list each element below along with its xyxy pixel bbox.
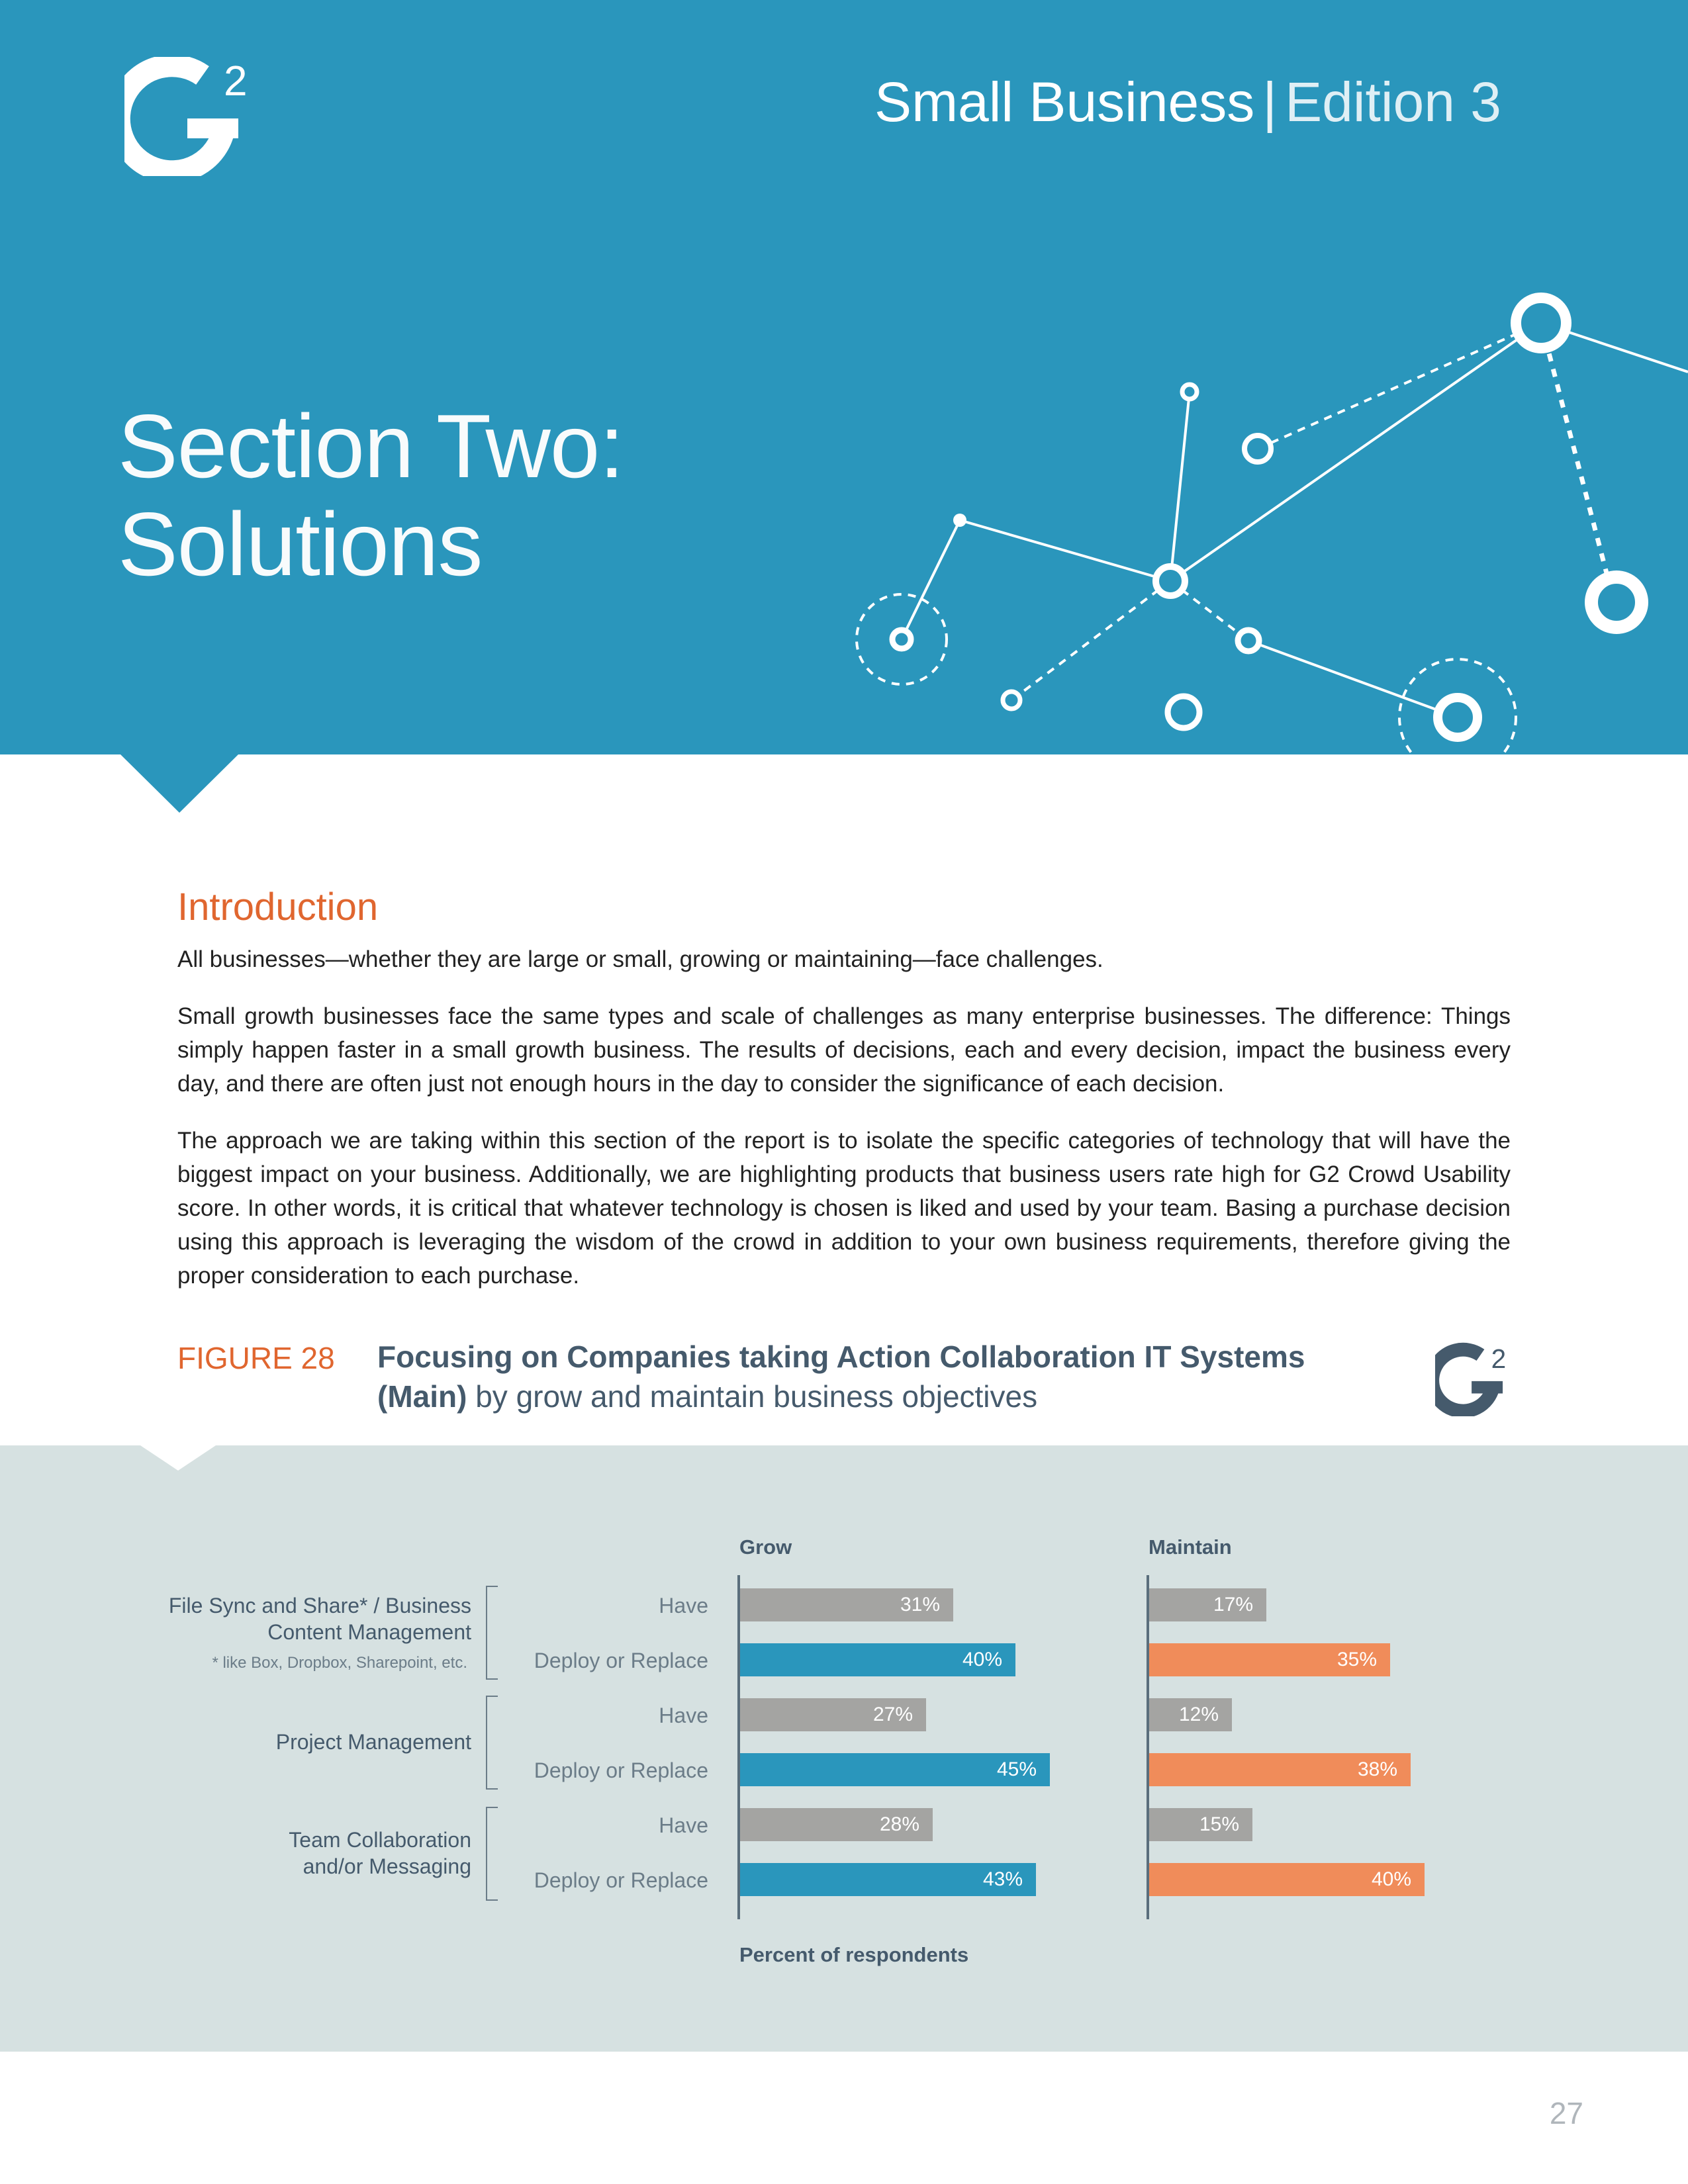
row-label-deploy: Deploy or Replace xyxy=(534,1868,708,1892)
intro-heading: Introduction xyxy=(177,886,379,929)
g2-logo-small xyxy=(1435,1342,1512,1416)
figure-label: FIGURE 28 xyxy=(177,1341,335,1375)
row-label-deploy: Deploy or Replace xyxy=(534,1649,708,1672)
row-label-have: Have xyxy=(659,1704,708,1727)
panel-notch xyxy=(0,1445,225,1472)
bar-grow-have: 31% xyxy=(740,1588,953,1621)
bar-maintain-deploy: 38% xyxy=(1149,1753,1411,1786)
figure-title xyxy=(377,1337,1337,1416)
section-title-line1: Section Two: xyxy=(118,396,624,496)
network-illustration xyxy=(821,271,1688,754)
intro-paragraph: Small growth businesses face the same types and scale of challenges as many enterprise businesses. The difference: Things simply happen faster in a small growth business. The results of decisions, each and every decision, impact the business every day, and there are often just not enough hours in the day to consider the significance of each decision. xyxy=(177,1003,1511,1097)
edition-title-strong: Small Business xyxy=(874,71,1255,133)
edition-title-light: Edition 3 xyxy=(1285,71,1501,133)
category-bracket xyxy=(486,1696,498,1790)
intro-paragraph: The approach we are taking within this section of the report is to isolate the specific categories of technology that will have the biggest impact on your business. Additionally, we are highlighting products that business users rate high for G2 Crowd Usability score. In other words, it is critical that whatever technology is chosen is liked and used by your team. Basing a purchase decision using this approach is leveraging the wisdom of the crowd in addition to your own business requirements, therefore giving the proper consideration to each purchase. xyxy=(177,1128,1511,1289)
category-bracket xyxy=(486,1807,498,1901)
x-axis-title: Percent of respondents xyxy=(739,1943,969,1966)
panel-title-grow: Grow xyxy=(739,1535,792,1559)
bar-grow-deploy: 43% xyxy=(740,1863,1036,1896)
category-label: File Sync and Share* / Business Content Management xyxy=(168,1594,471,1644)
bar-grow-have: 28% xyxy=(740,1808,933,1841)
bar-maintain-have: 17% xyxy=(1149,1588,1266,1621)
figure-title-bold: Focusing on Companies taking Action Collaboration IT Systems (Main) xyxy=(377,1340,1305,1414)
bar-grow-deploy: 40% xyxy=(740,1643,1015,1676)
category-bracket xyxy=(486,1586,498,1680)
edition-separator: | xyxy=(1262,71,1278,133)
edition-title xyxy=(874,71,1501,133)
figure-title-rest: by grow and maintain business objectives xyxy=(467,1379,1038,1414)
bar-grow-have: 27% xyxy=(740,1698,926,1731)
section-title xyxy=(118,397,624,593)
header-notch xyxy=(0,753,252,814)
section-title-line2: Solutions xyxy=(118,494,483,594)
bar-maintain-have: 12% xyxy=(1149,1698,1232,1731)
page-number: 27 xyxy=(1549,2096,1583,2130)
bar-maintain-deploy: 40% xyxy=(1149,1863,1425,1896)
bar-maintain-have: 15% xyxy=(1149,1808,1252,1841)
row-label-deploy: Deploy or Replace xyxy=(534,1758,708,1782)
g2-logo xyxy=(124,57,257,176)
panel-title-maintain: Maintain xyxy=(1149,1535,1232,1559)
logo-superscript: 2 xyxy=(224,57,248,105)
bar-grow-deploy: 45% xyxy=(740,1753,1050,1786)
row-label-have: Have xyxy=(659,1813,708,1837)
category-label: Team Collaboration and/or Messaging xyxy=(289,1828,471,1878)
row-label-have: Have xyxy=(659,1594,708,1617)
category-note: * like Box, Dropbox, Sharepoint, etc. xyxy=(212,1654,467,1672)
category-label: Project Management xyxy=(275,1730,471,1754)
logo-small-superscript: 2 xyxy=(1491,1343,1507,1375)
intro-paragraph: All businesses—whether they are large or small, growing or maintaining—face challenges. xyxy=(177,946,1103,972)
bar-maintain-deploy: 35% xyxy=(1149,1643,1390,1676)
